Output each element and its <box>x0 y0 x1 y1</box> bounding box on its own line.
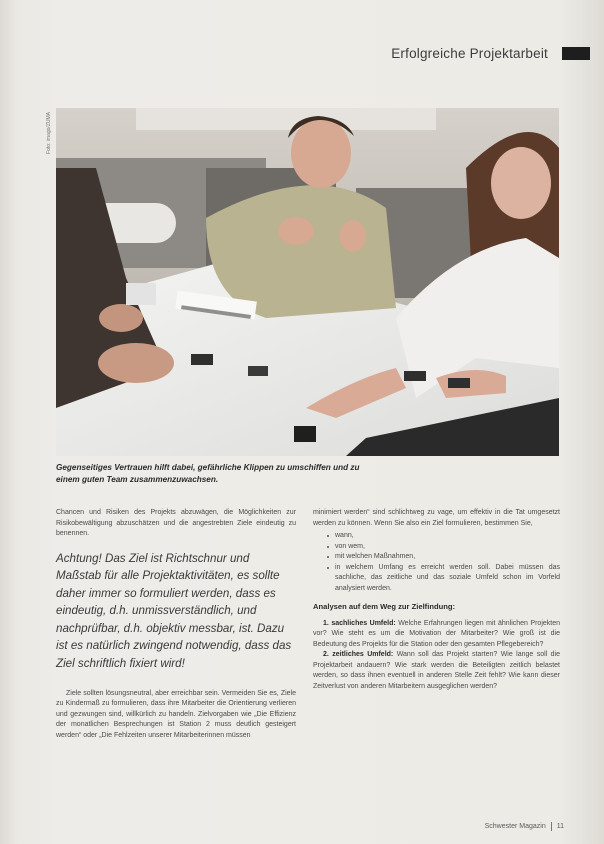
page-number: 11 <box>556 823 564 830</box>
section-title: Erfolgreiche Projektarbeit <box>391 46 548 61</box>
analysis-item-label: 2. zeitliches Umfeld: <box>323 651 394 658</box>
analysis-item-text: Welche Erfahrungen liegen mit ähnlichen Projekten vor? Wie steht es um die Motivation der Mitarbeiter? Wie groß ist die Bedeutung des Projekts für die Station oder den gesamten Pflegebereich? <box>313 619 560 648</box>
analysis-item-text: Wann soll das Projekt starten? Wie lange soll die Projektarbeit andauern? Wie stark werden die Beteiligten zeitlich belastet werden, so dass ihnen eventuell in anderen Stelle Zeit fehlt? Wie kann dieser Zeitverlust von anderen Mitarbeitern ausgeglichen werden? <box>313 651 560 690</box>
footer-divider <box>551 822 552 831</box>
team-photo <box>56 108 559 456</box>
article-column-left <box>56 508 296 741</box>
list-item: in welchem Umfang es erreicht werden soll. Dabei müssen das sachliche, das zeitliche und das soziale Umfeld schon im Vorfeld analysiert werden. <box>327 563 560 595</box>
analysis-item <box>313 619 560 651</box>
page-footer <box>485 822 564 831</box>
body-paragraph: Ziele sollten lösungsneutral, aber erreichbar sein. Vermeiden Sie es, Ziele zu Kindermaß zu formulieren, dass ihre Mitarbeiter die Orientierung verlieren und gezwungen sind, willkürlich zu handeln. Zielvorgaben wie „Die Effizienz der monatlichen Besprechungen ist Station 2 muss deutlich gesteigert werden“ oder „Die Fehlzeiten unserer Mitarbeiterinnen müssen <box>56 689 296 739</box>
section-header <box>391 46 590 61</box>
analysis-item <box>313 650 560 692</box>
intro-paragraph: Chancen und Risiken des Projekts abzuwägen, die Möglichkeiten zur Risikobewältigung abzuschätzen und die angestrebten Ziele eindeutig zu benennen. <box>56 509 296 537</box>
article-column-right <box>313 508 560 692</box>
list-item: von wem, <box>327 542 560 553</box>
analysis-item-label: 1. sachliches Umfeld: <box>323 619 396 627</box>
photo-credit: Foto: imago/ZUMA <box>46 112 52 154</box>
continuation-paragraph: minimiert werden“ sind schlichtweg zu vage, um effektiv in die Tat umgesetzt werden zu können. Wenn Sie also ein Ziel formulieren, bestimmen Sie, <box>313 509 560 527</box>
list-item: mit welchen Maßnahmen, <box>327 552 560 563</box>
list-item: wann, <box>327 531 560 542</box>
goal-criteria-list <box>313 531 560 594</box>
section-marker <box>562 47 590 60</box>
magazine-name: Schwester Magazin <box>484 823 546 830</box>
photo-caption: Gegenseitiges Vertrauen hilft dabei, gefährliche Klippen zu umschiffen und zu einem guten Team zusammenzuwachsen. <box>56 463 360 484</box>
pull-quote: Achtung! Das Ziel ist Richtschnur und Maßstab für alle Projektaktivitäten, es sollte daher immer so formuliert werden, dass es eindeutig, d.h. unmissverständlich, und nachprüfbar, d.h. objektiv messbar, ist. Dazu ist es natürlich zwingend notwendig, dass das Ziel schriftlich fixiert wird! <box>56 551 292 671</box>
subheading: Analysen auf dem Weg zur Zielfindung: <box>313 602 456 611</box>
